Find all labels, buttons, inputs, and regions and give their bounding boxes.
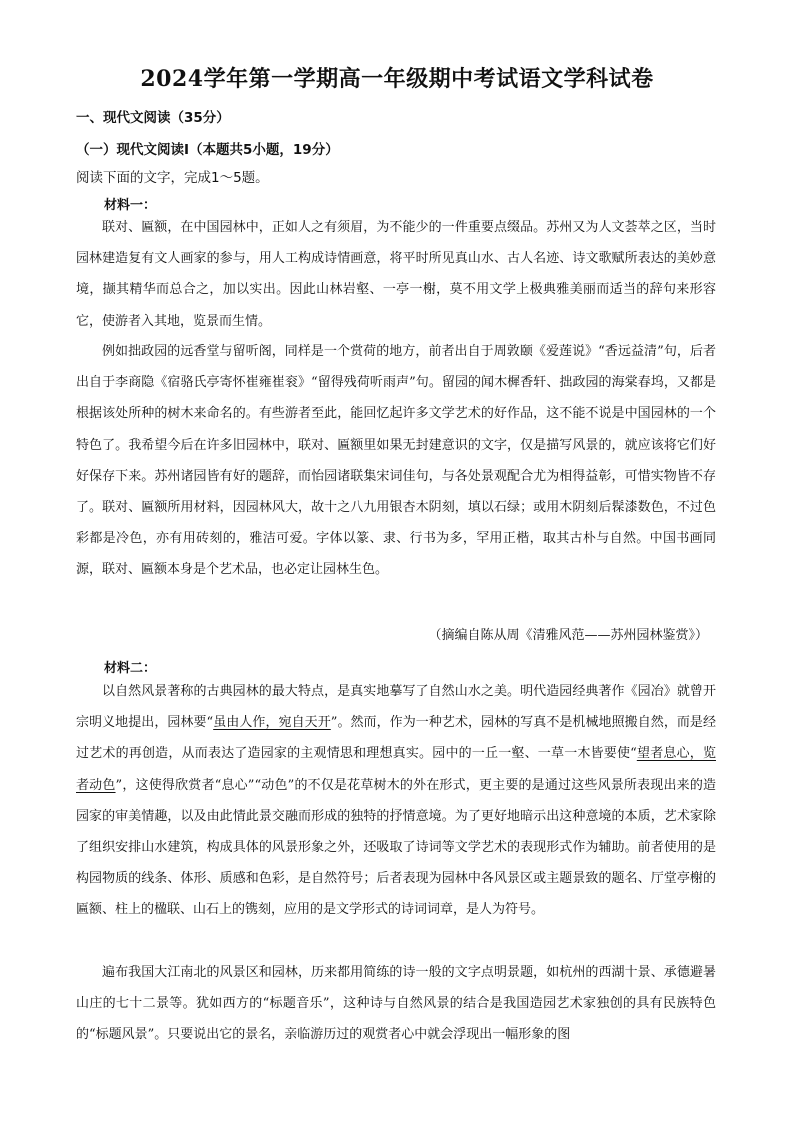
- material-1-label: 材料一：: [104, 198, 157, 213]
- material-2-paragraph-2: 遍布我国大江南北的风景区和园林，历来都用简练的诗一般的文字点明景题，如杭州的西湖十景、承德避暑山庄的七十二景等。犹如西方的“标题音乐”，这种诗与自然风景的结合是我国造园艺术家独创的具有民族特色的“标题风景”。只要说出它的景名，亲临游历过的观赏者心中就会浮现出一幅形象的图: [76, 965, 716, 1043]
- underlined-quote: 望者息心，览者动色: [76, 746, 716, 793]
- page-title: 2024学年第一学期高一年级期中考试语文学科试卷: [140, 66, 654, 92]
- text-run: ”。然而，作为一种艺术，园林的写真不是机械地照搬自然，而是经过艺术的再创造，从而表达了造园家的主观情思和理想真实。园中的一丘一壑、一草一木皆要使“: [76, 715, 716, 762]
- section-heading: 一、现代文阅读（35分）: [76, 110, 230, 126]
- material-1-paragraph-2: 例如拙政园的远香堂与留听阁，同样是一个赏荷的地方，前者出自于周敦颐《爱莲说》“香远益清”句，后者出自于李商隐《宿骆氏亭寄怀崔雍崔衮》“留得残荷听雨声”句。留园的闻木樨香轩、拙政园的海棠春坞，又都是根据该处所种的树木来命名的。有些游者至此，能回忆起许多文学艺术的好作品，这不能不说是中国园林的一个特色了。我希望今后在许多旧园林中，联对、匾额里如果无封建意识的文字，仅是描写风景的，就应该将它们好好保存下来。苏州诸园皆有好的题辞，而怡园诸联集宋词佳句，与各处景观配合尤为相得益彰，可惜实物皆不存了。联对、匾额所用材料，因园林风大，故十之八九用银杏木阴刻，填以石绿；或用木阴刻后髹漆数色，不过色彩都是冷色，亦有用砖刻的，雅洁可爱。字体以篆、隶、行书为多，罕用正楷，取其古朴与自然。中国书画同源，联对、匾额本身是个艺术品，也必定让园林生色。: [76, 344, 716, 578]
- subsection-heading: （一）现代文阅读Ⅰ（本题共5小题，19分）: [76, 142, 339, 158]
- material-1-paragraph-1: 联对、匾额，在中国园林中，正如人之有须眉，为不能少的一件重要点缀品。苏州又为人文荟萃之区，当时园林建造复有文人画家的参与，用人工构成诗情画意，将平时所见真山水、古人名迹、诗文歌赋所表达的美妙意境，撷其精华而总合之，加以实出。因此山林岩壑、一亭一榭，莫不用文学上极典雅美丽而适当的辞句来形容它，使游者入其地，览景而生情。: [76, 220, 716, 329]
- material-2-paragraph-1: [76, 676, 716, 926]
- material-2-label: 材料二：: [104, 661, 157, 676]
- material-1-source: （摘编自陈从周《清雅风范——苏州园林鉴赏》）: [428, 628, 708, 643]
- text-run: 以自然风景著称的古典园林的最大特点，是真实地摹写了自然山水之美。明代造园经典著作《园冶》就曾开宗明义地提出，园林要“: [76, 684, 716, 731]
- text-run: ”，这使得欣赏者“息心”“动色”的不仅是花草树木的外在形式，更主要的是通过这些风景所表现出来的造园家的审美情趣，以及由此情此景交融而形成的独特的抒情意境。为了更好地暗示出这种意境的本质，艺术家除了组织安排山水建筑，构成具体的风景形象之外，还吸取了诗词等文学艺术的表现形式作为辅助。前者使用的是构园物质的线条、体形、质感和色彩，是自然符号；后者表现为园林中各风景区或主题景致的题名、厅堂亭榭的匾额、柱上的楹联、山石上的镌刻，应用的是文学形式的诗词词章，是人为符号。: [76, 777, 716, 918]
- instruction-text: 阅读下面的文字，完成1～5题。: [76, 170, 269, 186]
- underlined-quote: 虽由人作，宛自天开: [213, 715, 331, 731]
